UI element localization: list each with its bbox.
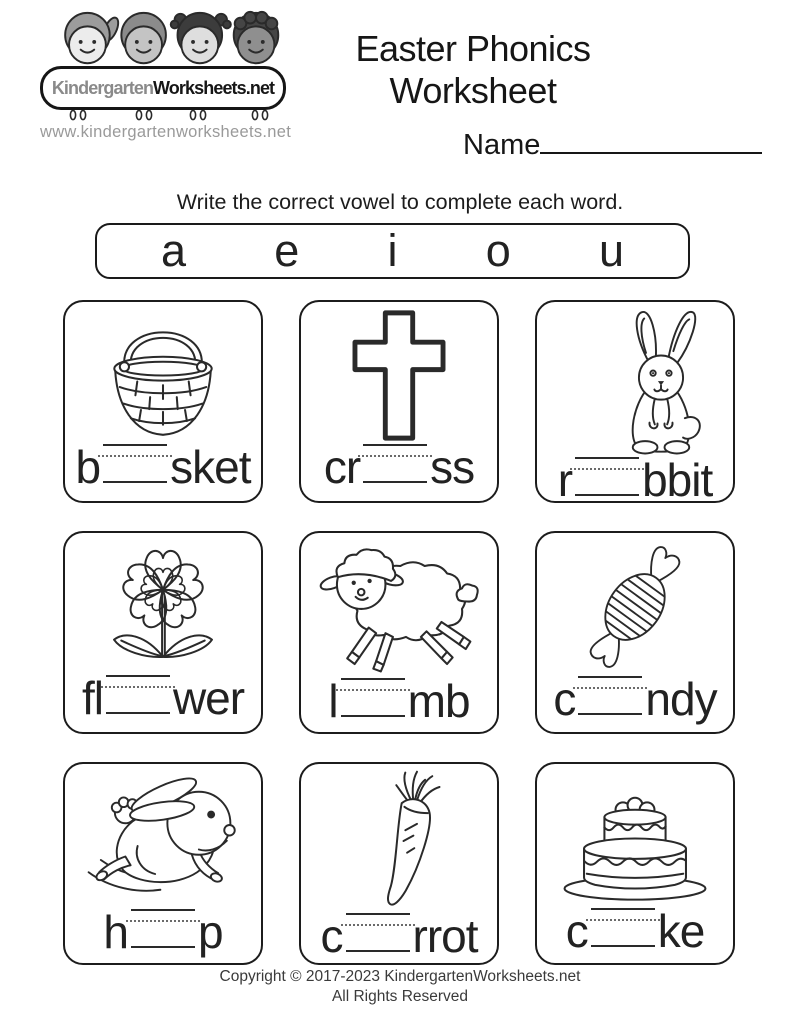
cross-illustration xyxy=(301,302,497,444)
vowel-blank xyxy=(131,909,195,948)
word-candy xyxy=(553,673,717,733)
word-suffix: mb xyxy=(407,675,470,727)
exercise-card-rabbit xyxy=(535,300,735,506)
page-title: Easter Phonics Worksheet xyxy=(355,28,591,111)
vowel-a: a xyxy=(161,225,187,276)
word-suffix: ke xyxy=(657,905,705,957)
vowel-blank xyxy=(591,908,655,947)
instruction-text: Write the correct vowel to complete each word. xyxy=(176,190,624,214)
word-prefix: b xyxy=(75,441,101,493)
exercise-card-hop xyxy=(63,762,263,965)
flower-illustration xyxy=(65,533,261,675)
logo-url: www.kindergartenworksheets.net xyxy=(40,123,292,141)
name-row xyxy=(463,118,762,162)
vowel-blank xyxy=(341,678,405,717)
vowel-bank xyxy=(95,223,690,279)
exercise-card-cross xyxy=(299,300,499,503)
vowel-u: u xyxy=(598,225,624,276)
word-suffix: sket xyxy=(170,441,251,493)
vowel-blank xyxy=(578,676,642,715)
word-suffix: ndy xyxy=(645,673,717,725)
rabbit-illustration xyxy=(537,302,733,457)
word-prefix: c xyxy=(565,905,588,957)
cake-illustration xyxy=(537,764,733,908)
word-prefix: h xyxy=(103,906,128,958)
vowel-o: o xyxy=(485,225,511,276)
carrot-illustration xyxy=(301,764,497,913)
word-rabbit xyxy=(557,454,713,514)
word-cake xyxy=(565,905,705,965)
vowel-blank xyxy=(346,913,410,952)
word-suffix: bbit xyxy=(642,454,713,506)
word-prefix: cr xyxy=(323,441,361,493)
hopping-bunny-illustration xyxy=(65,764,261,909)
word-suffix: p xyxy=(198,906,223,958)
word-cross xyxy=(323,441,475,501)
word-prefix: l xyxy=(328,675,338,727)
rights-text: All Rights Reserved xyxy=(331,988,469,1006)
word-prefix: fl xyxy=(81,672,103,724)
exercise-card-lamb xyxy=(299,531,499,734)
word-flower xyxy=(81,672,245,732)
word-suffix: ss xyxy=(430,441,475,493)
kids-hands-illustration xyxy=(41,109,285,121)
word-lamb xyxy=(328,675,470,735)
exercise-grid xyxy=(63,300,735,965)
word-suffix: wer xyxy=(172,672,245,724)
logo-text-worksheets: Worksheets.net xyxy=(153,77,275,98)
word-carrot xyxy=(320,910,478,970)
exercise-card-flower xyxy=(63,531,263,734)
word-suffix: rrot xyxy=(412,910,478,962)
logo-text-kindergarten: Kindergarten xyxy=(51,77,154,98)
vowel-blank xyxy=(106,675,170,714)
footer xyxy=(0,967,800,1007)
logo-wordmark xyxy=(40,66,286,110)
exercise-card-cake xyxy=(535,762,735,965)
candy-illustration xyxy=(537,533,733,676)
name-blank-line xyxy=(540,118,762,154)
word-prefix: c xyxy=(320,910,343,962)
lamb-illustration xyxy=(301,533,497,678)
word-basket xyxy=(75,441,251,501)
kids-heads-illustration xyxy=(41,8,285,70)
vowel-e: e xyxy=(274,225,300,276)
name-label: Name xyxy=(463,129,541,161)
exercise-card-carrot xyxy=(299,762,499,965)
logo xyxy=(40,8,292,142)
word-prefix: c xyxy=(553,673,576,725)
vowel-blank xyxy=(103,444,167,483)
basket-illustration xyxy=(65,302,261,444)
vowel-blank xyxy=(363,444,427,483)
exercise-card-basket xyxy=(63,300,263,503)
exercise-card-candy xyxy=(535,531,735,734)
word-hop xyxy=(103,906,223,966)
vowel-blank xyxy=(575,457,639,496)
copyright-text: Copyright © 2017-2023 KindergartenWorksheets.net xyxy=(219,968,581,985)
word-prefix: r xyxy=(557,454,573,506)
vowel-i: i xyxy=(387,225,398,276)
